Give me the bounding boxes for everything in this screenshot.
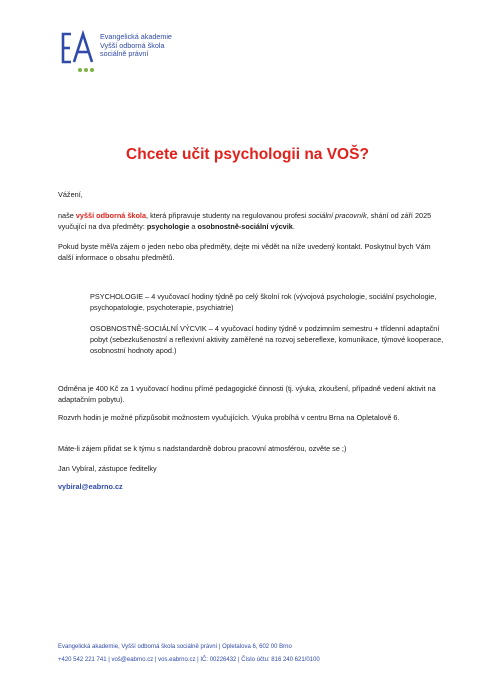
- contact-email-link[interactable]: vybiral@eabrno.cz: [58, 482, 123, 491]
- invitation-paragraph: Máte-li zájem přidat se k týmu s nadstandardně dobrou pracovní atmosférou, ozvěte se ;): [58, 444, 347, 453]
- signature: Jan Vybíral, zástupce ředitelky: [58, 464, 157, 473]
- schedule-paragraph: Rozvrh hodin je možné přizpůsobit možnostem vyučujících. Výuka probíhá v centru Brna na Opletalově 6.: [58, 413, 400, 422]
- subject-psychology: psychologie: [146, 221, 190, 231]
- ea-logo-mark: [60, 30, 96, 76]
- profession-name: sociální pracovník: [308, 211, 367, 220]
- school-logo: [60, 30, 220, 80]
- footer-address: Evangelická akademie, Vyšší odborná škola sociálně právní | Opletalova 6, 602 00 Brno: [58, 644, 292, 650]
- logo-line-2: Vyšší odborná škola: [100, 40, 165, 50]
- footer-contacts: +420 542 221 741 | voš@eabrno.cz | vos.eabrno.cz | IČ: 00226432 | Číslo účtu: 816 240 621/0100: [58, 657, 320, 663]
- intro-paragraph: [58, 211, 443, 233]
- logo-line-3: sociálně právní: [100, 49, 149, 59]
- course-personal-social-training: OSOBNOSTNĚ-SOCIÁLNÍ VÝCVIK – 4 vyučovací hodiny týdně v podzimním semestru + třídenní adaptační pobyt (sebezkušenostní a reflexivní aktivity zaměřené na rozvoj sebereflexe, komunikace, týmové kooperace, osobnostní hodnoty apod.): [90, 324, 444, 355]
- greeting: Vážení,: [58, 190, 83, 199]
- logo-wordmark: [100, 33, 172, 59]
- intro-text-4: a: [189, 221, 198, 231]
- course-psychology: PSYCHOLOGIE – 4 vyučovací hodiny týdně po celý školní rok (vývojová psychologie, sociální psychologie, psychopatologie, psychoterapie, psychiatrie): [90, 292, 437, 312]
- intro-text-3: , shání od září 2025 vyučující na dva předměty:: [58, 211, 432, 231]
- intro-text-5: .: [292, 221, 295, 231]
- subject-training: osobnostně-sociální výcvik: [197, 221, 293, 231]
- school-highlight: vyšší odborná škola: [75, 211, 147, 220]
- contact-request-paragraph: Pokud byste měl/a zájem o jeden nebo oba předměty, dejte mi vědět na níže uvedený kontakt. Poskytnul bych Vám další informace o obsahu předmětů.: [58, 242, 431, 262]
- reward-paragraph: Odměna je 400 Kč za 1 vyučovací hodinu přímé pedagogické činnosti (tj. výuka, zkoušení, případně vedení aktivit na adaptačním pobytu).: [58, 384, 436, 404]
- intro-text-2: , která připravuje studenty na regulovanou profesi: [146, 211, 309, 220]
- page-title: Chcete učit psychologii na VOŠ?: [126, 146, 369, 163]
- intro-text-1: naše: [58, 211, 76, 220]
- logo-line-1: Evangelická akademie: [100, 32, 172, 41]
